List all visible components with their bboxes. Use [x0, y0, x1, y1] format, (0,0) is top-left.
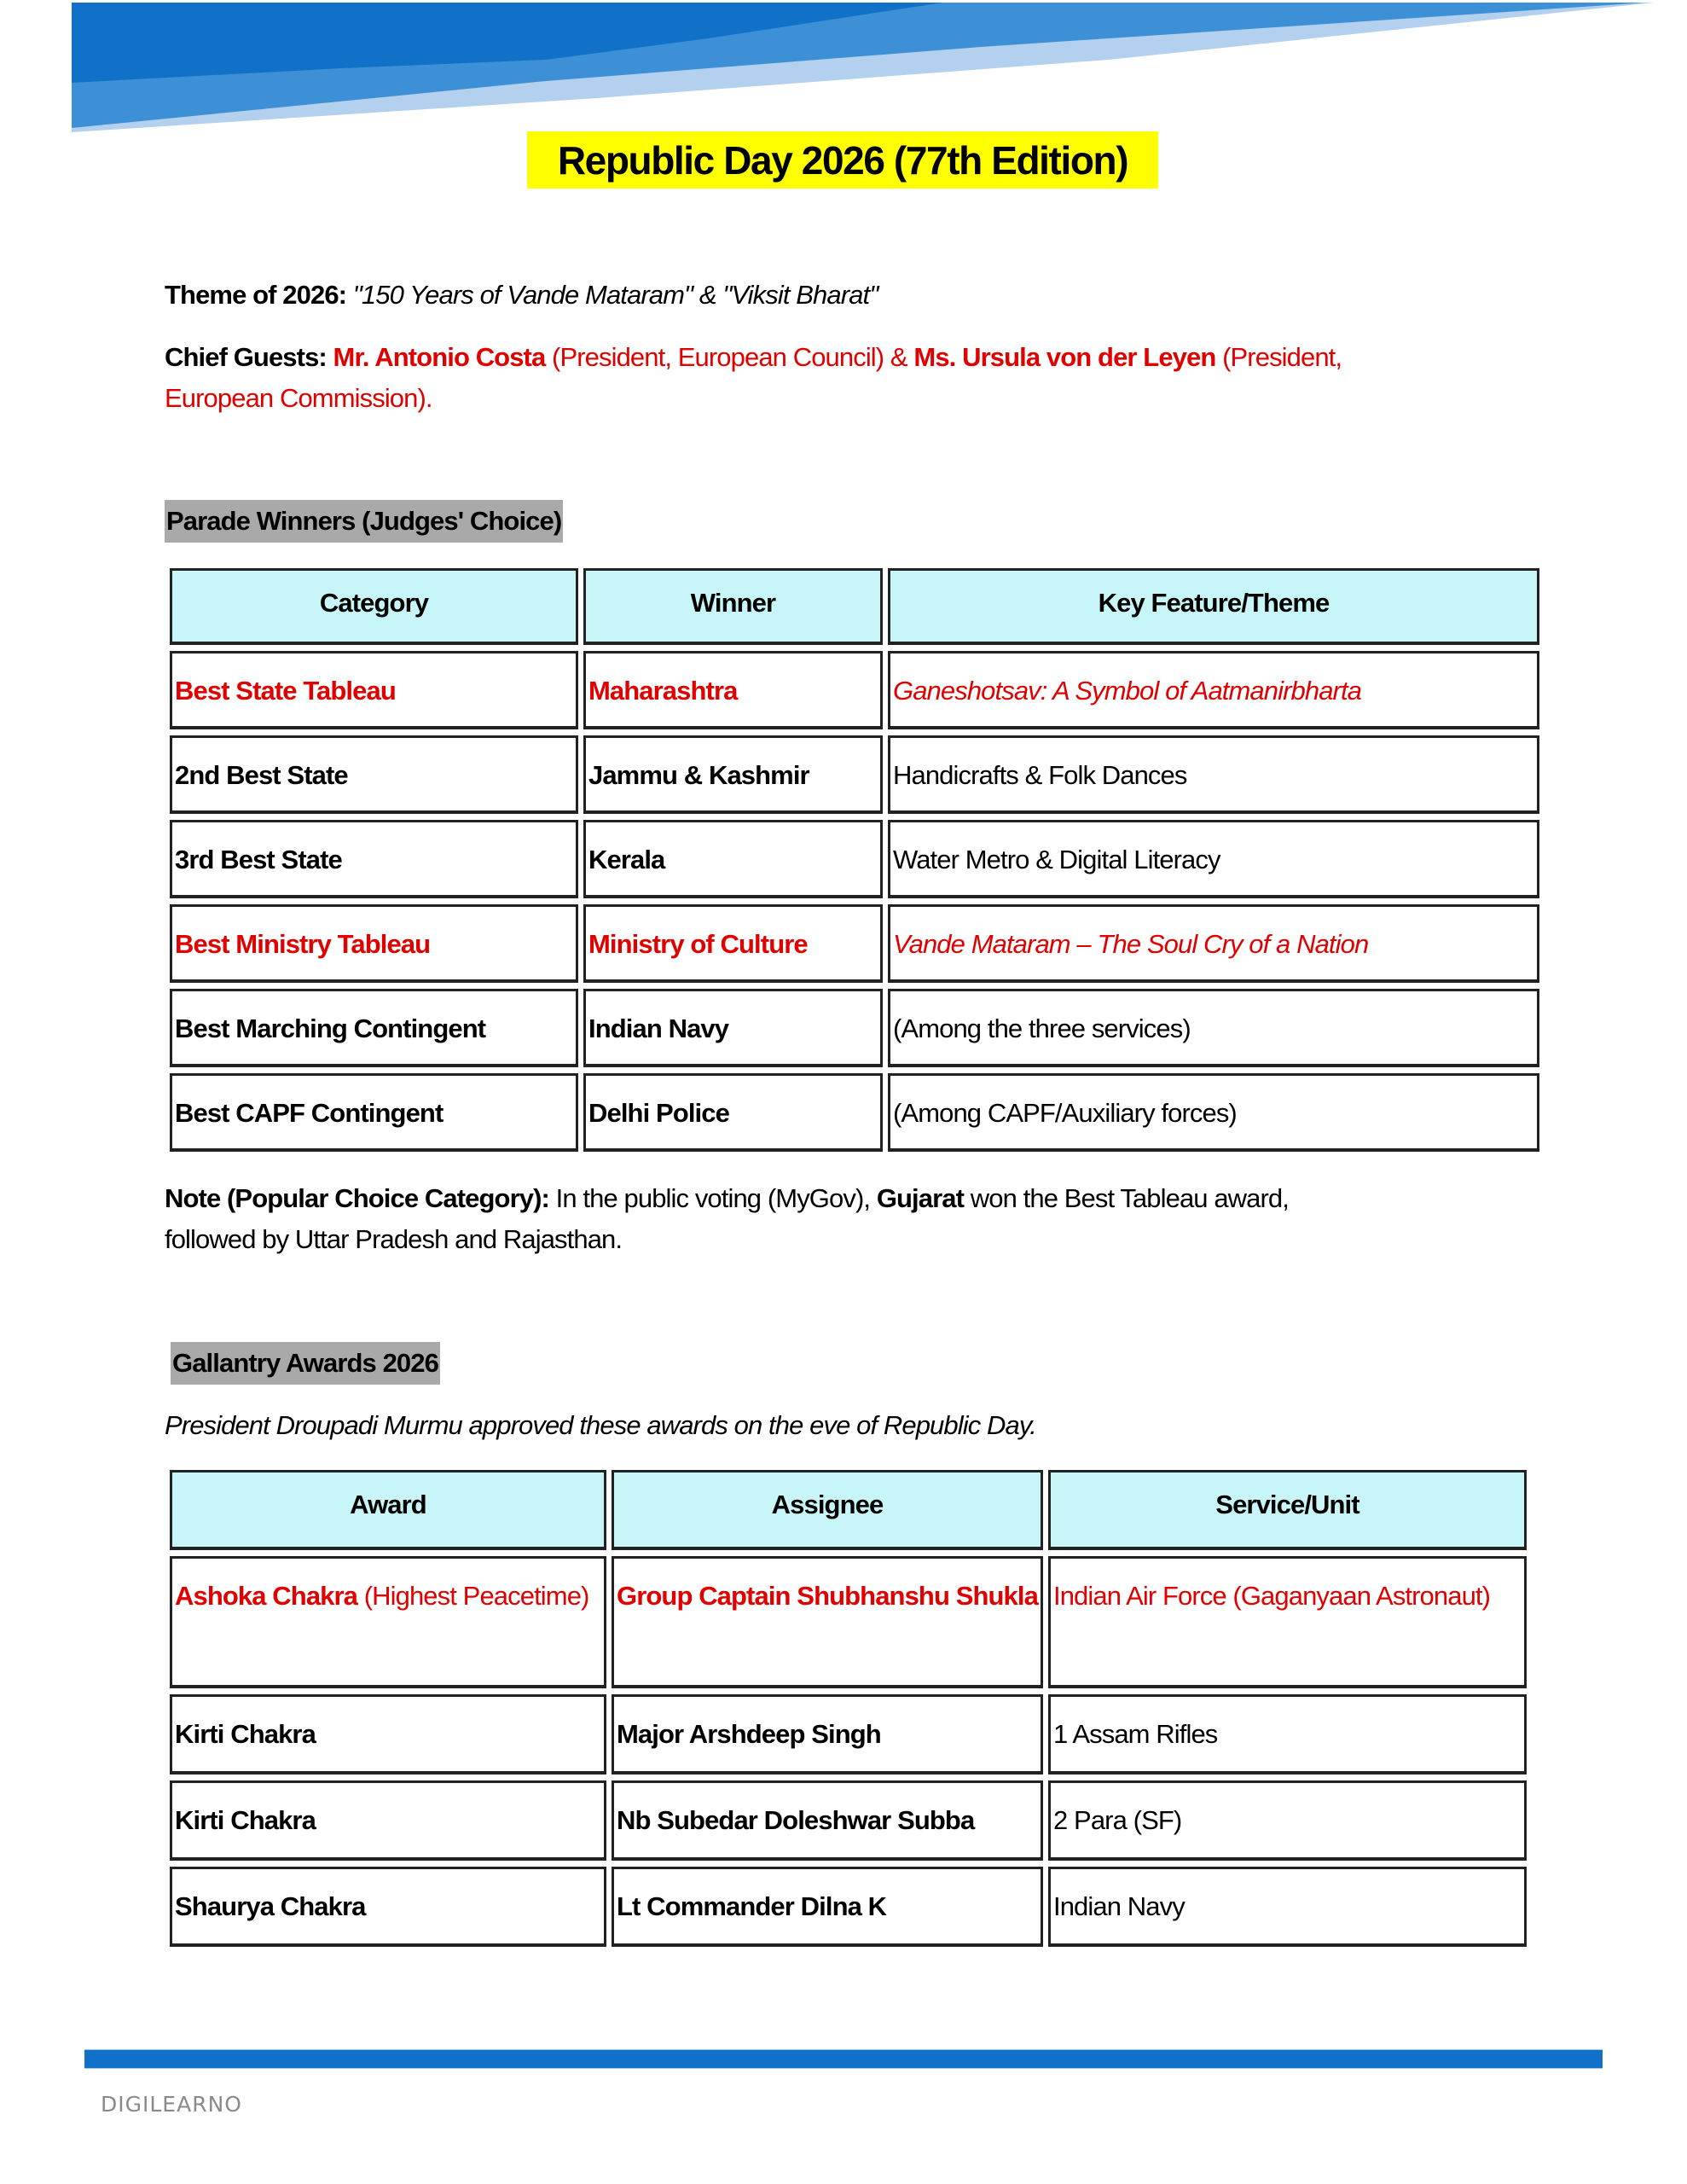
key-feature-text: (Among CAPF/Auxiliary forces) [893, 1098, 1237, 1128]
table-row [170, 904, 1539, 983]
winner-text: Ministry of Culture [588, 929, 808, 959]
gallantry-awards-heading: Gallantry Awards 2026 [171, 1342, 440, 1385]
chief-guest-1-role: (President, European Council) & [545, 342, 914, 372]
service-unit-text: 2 Para (SF) [1053, 1805, 1182, 1835]
winner-cell [583, 989, 883, 1067]
table-row [170, 1694, 1527, 1774]
chief-guests-label: Chief Guests: [165, 342, 327, 372]
document-title: Republic Day 2026 (77th Edition) [557, 137, 1128, 183]
service-unit-text: Indian Navy [1053, 1891, 1185, 1921]
key-feature-cell [888, 820, 1539, 898]
award-note: (Highest Peacetime) [357, 1581, 589, 1611]
key-feature-cell [888, 651, 1539, 729]
category-cell [170, 735, 578, 814]
column-header-assignee: Assignee [612, 1470, 1043, 1550]
gallantry-awards-subtitle: President Droupadi Murmu approved these awards on the eve of Republic Day. [165, 1410, 1036, 1440]
category-cell [170, 651, 578, 729]
category-text: Best CAPF Contingent [175, 1098, 443, 1128]
award-cell [170, 1867, 606, 1947]
column-header-winner: Winner [583, 568, 883, 645]
winner-text: Jammu & Kashmir [588, 760, 809, 790]
key-feature-text: Ganeshotsav: A Symbol of Aatmanirbharta [893, 676, 1362, 706]
assignee-cell [612, 1694, 1043, 1774]
chief-guests-line [165, 337, 1342, 378]
service-unit-cell [1048, 1556, 1527, 1688]
table-row [170, 1556, 1527, 1688]
category-text: 2nd Best State [175, 760, 348, 790]
category-text: Best State Tableau [175, 676, 396, 706]
chief-guest-2-role: (President, [1215, 342, 1342, 372]
winner-text: Kerala [588, 845, 665, 874]
chief-guest-2-role-continued: European Commission). [165, 383, 432, 413]
theme-line [165, 275, 878, 316]
table-row [170, 651, 1539, 729]
column-header-award: Award [170, 1470, 606, 1550]
table-header-row [170, 1470, 1527, 1550]
parade-winners-heading: Parade Winners (Judges' Choice) [165, 500, 563, 543]
winner-cell [583, 904, 883, 983]
table-row [170, 1867, 1527, 1947]
category-cell [170, 1073, 578, 1152]
footer-bar [84, 2050, 1603, 2068]
assignee-cell [612, 1556, 1043, 1688]
theme-label: Theme of 2026: [165, 280, 347, 310]
service-unit-cell [1048, 1694, 1527, 1774]
award-name: Shaurya Chakra [175, 1891, 366, 1921]
theme-value: "150 Years of Vande Mataram" & "Viksit Bharat" [346, 280, 878, 310]
winner-cell [583, 1073, 883, 1152]
award-cell [170, 1694, 606, 1774]
winner-cell [583, 735, 883, 814]
column-header-service-unit: Service/Unit [1048, 1470, 1527, 1550]
footer-brand: DIGILEARNO [101, 2092, 242, 2117]
award-name: Ashoka Chakra [175, 1581, 358, 1611]
key-feature-text: Water Metro & Digital Literacy [893, 845, 1220, 874]
assignee-name: Group Captain Shubhanshu Shukla [617, 1581, 1038, 1611]
award-cell [170, 1556, 606, 1688]
note-text-2: won the Best Tableau award, [964, 1183, 1289, 1213]
note-text-1: In the public voting (MyGov), [548, 1183, 877, 1213]
assignee-name: Lt Commander Dilna K [617, 1891, 887, 1921]
winner-cell [583, 651, 883, 729]
award-name: Kirti Chakra [175, 1719, 316, 1749]
winner-text: Maharashtra [588, 676, 738, 706]
table-row [170, 1780, 1527, 1861]
category-cell [170, 989, 578, 1067]
table-row [170, 1073, 1539, 1152]
winner-text: Delhi Police [588, 1098, 729, 1128]
assignee-name: Nb Subedar Doleshwar Subba [617, 1805, 975, 1835]
column-header-category: Category [170, 568, 578, 645]
chief-guest-1-name: Mr. Antonio Costa [326, 342, 546, 372]
document-title-highlight [527, 131, 1158, 189]
category-cell [170, 820, 578, 898]
category-cell [170, 904, 578, 983]
service-unit-cell [1048, 1780, 1527, 1861]
service-unit-cell [1048, 1867, 1527, 1947]
winner-text: Indian Navy [588, 1014, 729, 1043]
gallantry-awards-table [165, 1464, 1532, 1953]
key-feature-cell [888, 1073, 1539, 1152]
key-feature-text: (Among the three services) [893, 1014, 1191, 1043]
key-feature-cell [888, 989, 1539, 1067]
assignee-cell [612, 1780, 1043, 1861]
table-row [170, 989, 1539, 1067]
winner-cell [583, 820, 883, 898]
award-cell [170, 1780, 606, 1861]
key-feature-text: Handicrafts & Folk Dances [893, 760, 1187, 790]
parade-winners-table [165, 562, 1545, 1158]
note-winner: Gujarat [876, 1183, 965, 1213]
table-header-row [170, 568, 1539, 645]
category-text: 3rd Best State [175, 845, 342, 874]
chief-guest-2-name: Ms. Ursula von der Leyen [913, 342, 1216, 372]
note-label: Note (Popular Choice Category): [165, 1183, 549, 1213]
award-name: Kirti Chakra [175, 1805, 316, 1835]
service-unit-text: Indian Air Force (Gaganyaan Astronaut) [1053, 1581, 1491, 1611]
popular-choice-note [165, 1178, 1289, 1219]
popular-choice-note-continued: followed by Uttar Pradesh and Rajasthan. [165, 1224, 623, 1254]
key-feature-text: Vande Mataram – The Soul Cry of a Nation [893, 929, 1369, 959]
key-feature-cell [888, 735, 1539, 814]
key-feature-cell [888, 904, 1539, 983]
header-wave-decoration [0, 0, 1687, 145]
table-row [170, 735, 1539, 814]
service-unit-text: 1 Assam Rifles [1053, 1719, 1218, 1749]
category-text: Best Marching Contingent [175, 1014, 486, 1043]
assignee-name: Major Arshdeep Singh [617, 1719, 881, 1749]
category-text: Best Ministry Tableau [175, 929, 431, 959]
assignee-cell [612, 1867, 1043, 1947]
column-header-key-feature: Key Feature/Theme [888, 568, 1539, 645]
table-row [170, 820, 1539, 898]
